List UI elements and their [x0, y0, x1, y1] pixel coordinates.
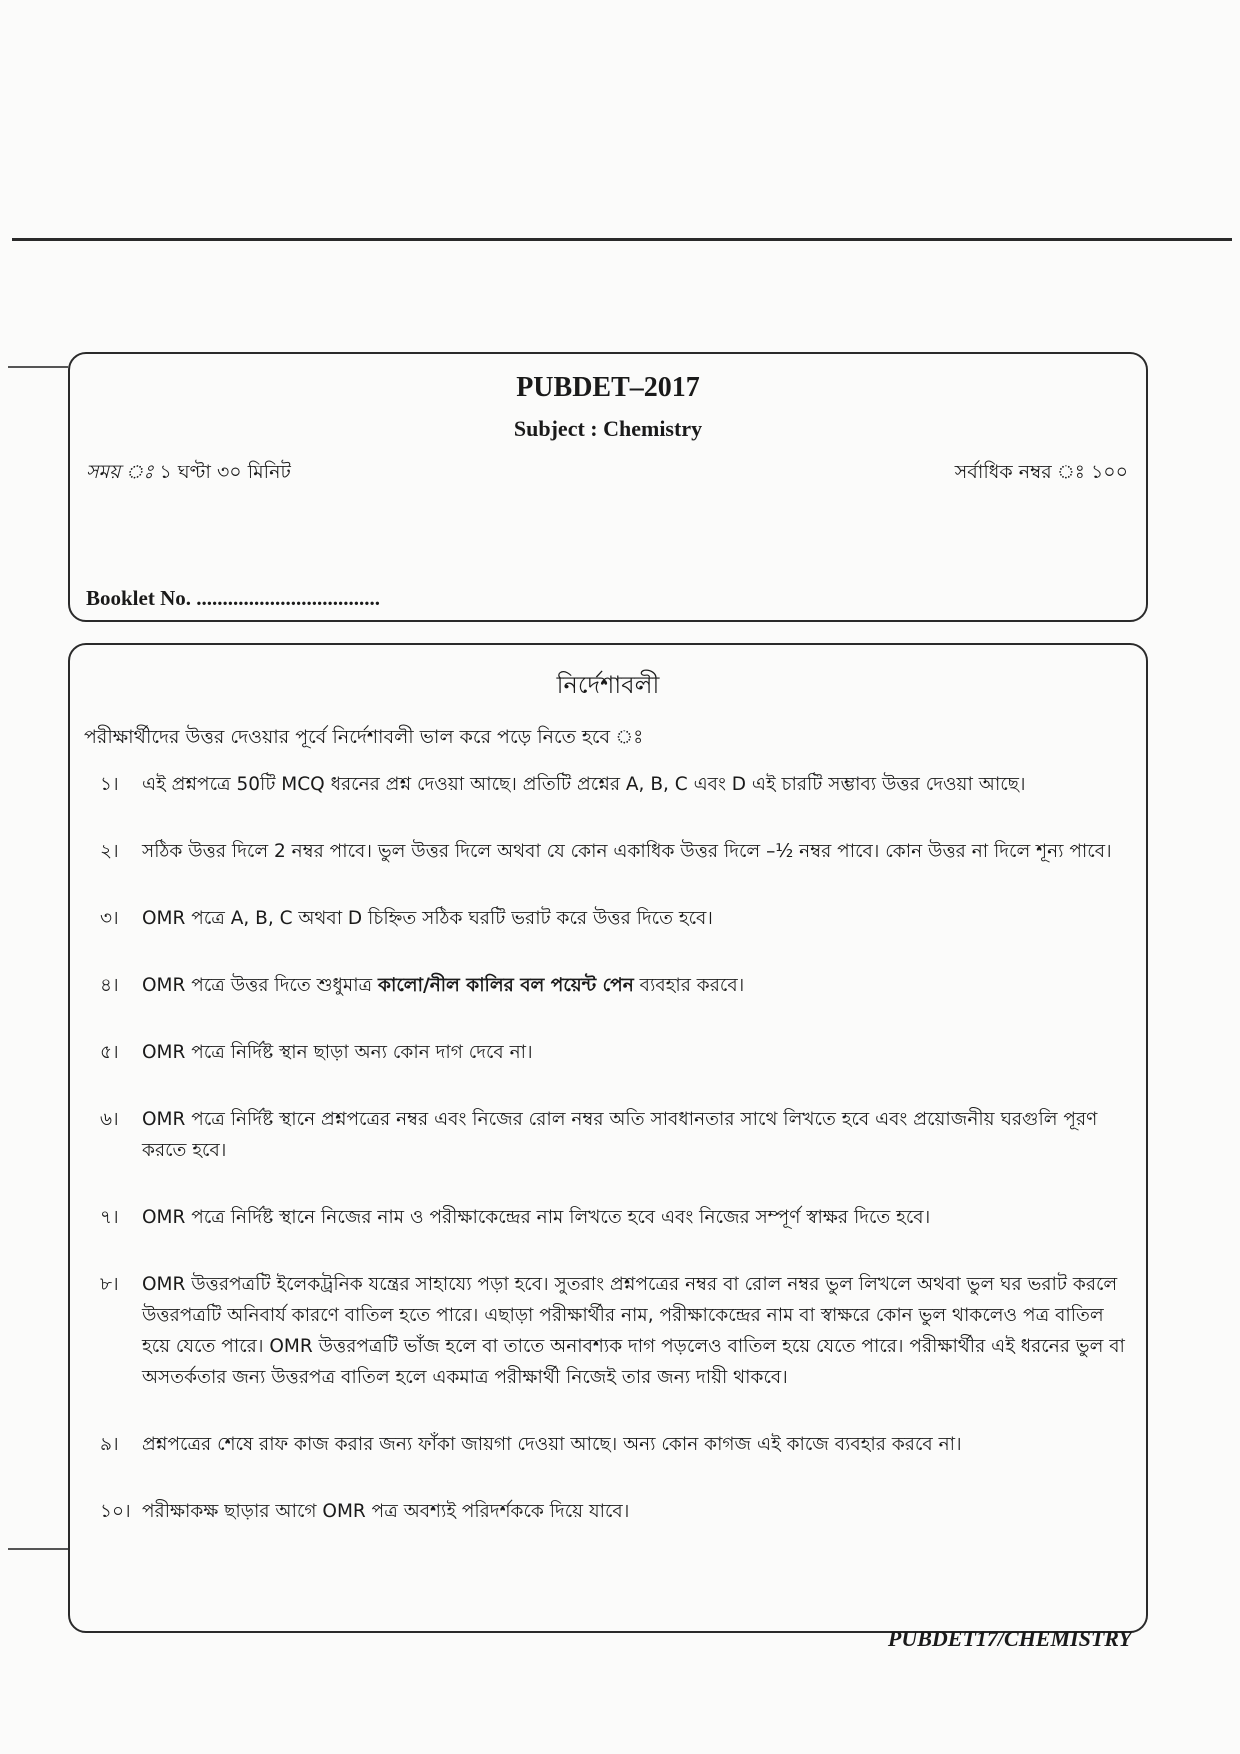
instruction-item [100, 970, 1132, 1001]
top-rule [12, 238, 1232, 241]
exam-title: PUBDET–2017 [516, 372, 700, 403]
instruction-item [100, 1269, 1132, 1393]
max-marks: সর্বাধিক নম্বর ঃ ১০০ [954, 461, 1128, 483]
booklet-number: Booklet No. ................................... [86, 586, 380, 610]
instruction-text: OMR পত্রে নির্দিষ্ট স্থানে নিজের নাম ও পরীক্ষাকেন্দ্রের নাম লিখতে হবে এবং নিজের সম্পূর্ণ স্বাক্ষর দিতে হবে। [142, 1207, 931, 1228]
time-value: ১ ঘণ্টা ৩০ মিনিট [159, 461, 291, 483]
instruction-text: পরীক্ষাকক্ষ ছাড়ার আগে OMR পত্র অবশ্যই পরিদর্শককে দিয়ে যাবে। [142, 1501, 630, 1522]
margin-mark [8, 366, 68, 368]
instruction-text-before: OMR পত্রে উত্তর দিতে শুধুমাত্র [142, 975, 379, 996]
instructions-box [68, 643, 1148, 1633]
instruction-text: OMR উত্তরপত্রটি ইলেকট্রনিক যন্ত্রের সাহায্যে পড়া হবে। সুতরাং প্রশ্নপত্রের নম্বর বা রোল নম্বর ভুল লিখলে অথবা ভুল ঘর ভরাট করলে উত্তরপত্রটি অনিবার্য কারণে বাতিল হতে পারে। এছাড়া পরীক্ষার্থীর নাম, পরীক্ষাকেন্দ্রের নাম বা স্বাক্ষরে কোন ভুল থাকলেও পত্র বাতিল হয়ে যেতে পারে। OMR উত্তরপত্রটি ভাঁজ হলে বা তাতে অনাবশ্যক দাগ পড়লেও বাতিল হয়ে যেতে পারে। পরীক্ষার্থীর এই ধরনের ভুল বা অসতর্কতার জন্য উত্তরপত্র বাতিল হলে একমাত্র পরীক্ষার্থী নিজেই তার জন্য দায়ী থাকবে। [142, 1274, 1125, 1388]
instruction-number: ৭। [100, 1207, 119, 1228]
instruction-text: OMR পত্রে A, B, C অথবা D চিহ্নিত সঠিক ঘরটি ভরাট করে উত্তর দিতে হবে। [142, 908, 713, 929]
instruction-item [100, 903, 1132, 934]
instruction-item [100, 836, 1132, 867]
instruction-text [142, 970, 1132, 1001]
instruction-number: ৩। [100, 908, 119, 929]
instruction-number: ২। [100, 841, 119, 862]
instruction-item [100, 1496, 1132, 1527]
instruction-text: এই প্রশ্নপত্রে 50টি MCQ ধরনের প্রশ্ন দেওয়া আছে। প্রতিটি প্রশ্নের A, B, C এবং D এই চারটি সম্ভাব্য উত্তর দেওয়া আছে। [142, 774, 1026, 795]
instruction-item [100, 1104, 1132, 1166]
subject-line: Subject : Chemistry [513, 416, 703, 441]
instruction-number: ৫। [100, 1042, 119, 1063]
instruction-number: ৪। [100, 975, 119, 996]
instruction-item [100, 769, 1132, 800]
instruction-text: OMR পত্রে নির্দিষ্ট স্থানে প্রশ্নপত্রের নম্বর এবং নিজের রোল নম্বর অতি সাবধানতার সাথে লিখতে হবে এবং প্রয়োজনীয় ঘরগুলি পূরণ করতে হবে। [142, 1109, 1098, 1161]
instruction-number: ১। [100, 774, 119, 795]
instruction-item [100, 1202, 1132, 1233]
instruction-text: সঠিক উত্তর দিলে 2 নম্বর পাবে। ভুল উত্তর দিলে অথবা যে কোন একাধিক উত্তর দিলে –½ নম্বর পাবে। কোন উত্তর না দিলে শূন্য পাবে। [142, 841, 1112, 862]
instructions-intro: পরীক্ষার্থীদের উত্তর দেওয়ার পূর্বে নির্দেশাবলী ভাল করে পড়ে নিতে হবে ঃ [84, 726, 644, 748]
instruction-item [100, 1429, 1132, 1460]
instruction-number: ১০। [100, 1501, 131, 1522]
instruction-text-bold: কালো/নীল কালির বল পয়েন্ট পেন [378, 975, 634, 996]
instruction-number: ৮। [100, 1274, 119, 1295]
instruction-text: প্রশ্নপত্রের শেষে রাফ কাজ করার জন্য ফাঁকা জায়গা দেওয়া আছে। অন্য কোন কাগজ এই কাজে ব্যবহার করবে না। [142, 1434, 962, 1455]
instructions-title: নির্দেশাবলী [556, 671, 660, 699]
header-box [68, 352, 1148, 622]
instruction-text: OMR পত্রে নির্দিষ্ট স্থান ছাড়া অন্য কোন দাগ দেবে না। [142, 1042, 533, 1063]
time-allowed [86, 458, 291, 490]
footer-code: PUBDET17/CHEMISTRY [887, 1626, 1132, 1651]
time-label: সময় ঃ [86, 461, 154, 483]
instruction-number: ৬। [100, 1109, 119, 1130]
instruction-item [100, 1037, 1132, 1068]
instructions-list [100, 769, 1132, 1563]
instruction-number: ৯। [100, 1434, 119, 1455]
instruction-text-after: ব্যবহার করবে। [633, 975, 745, 996]
margin-mark [8, 1548, 68, 1550]
